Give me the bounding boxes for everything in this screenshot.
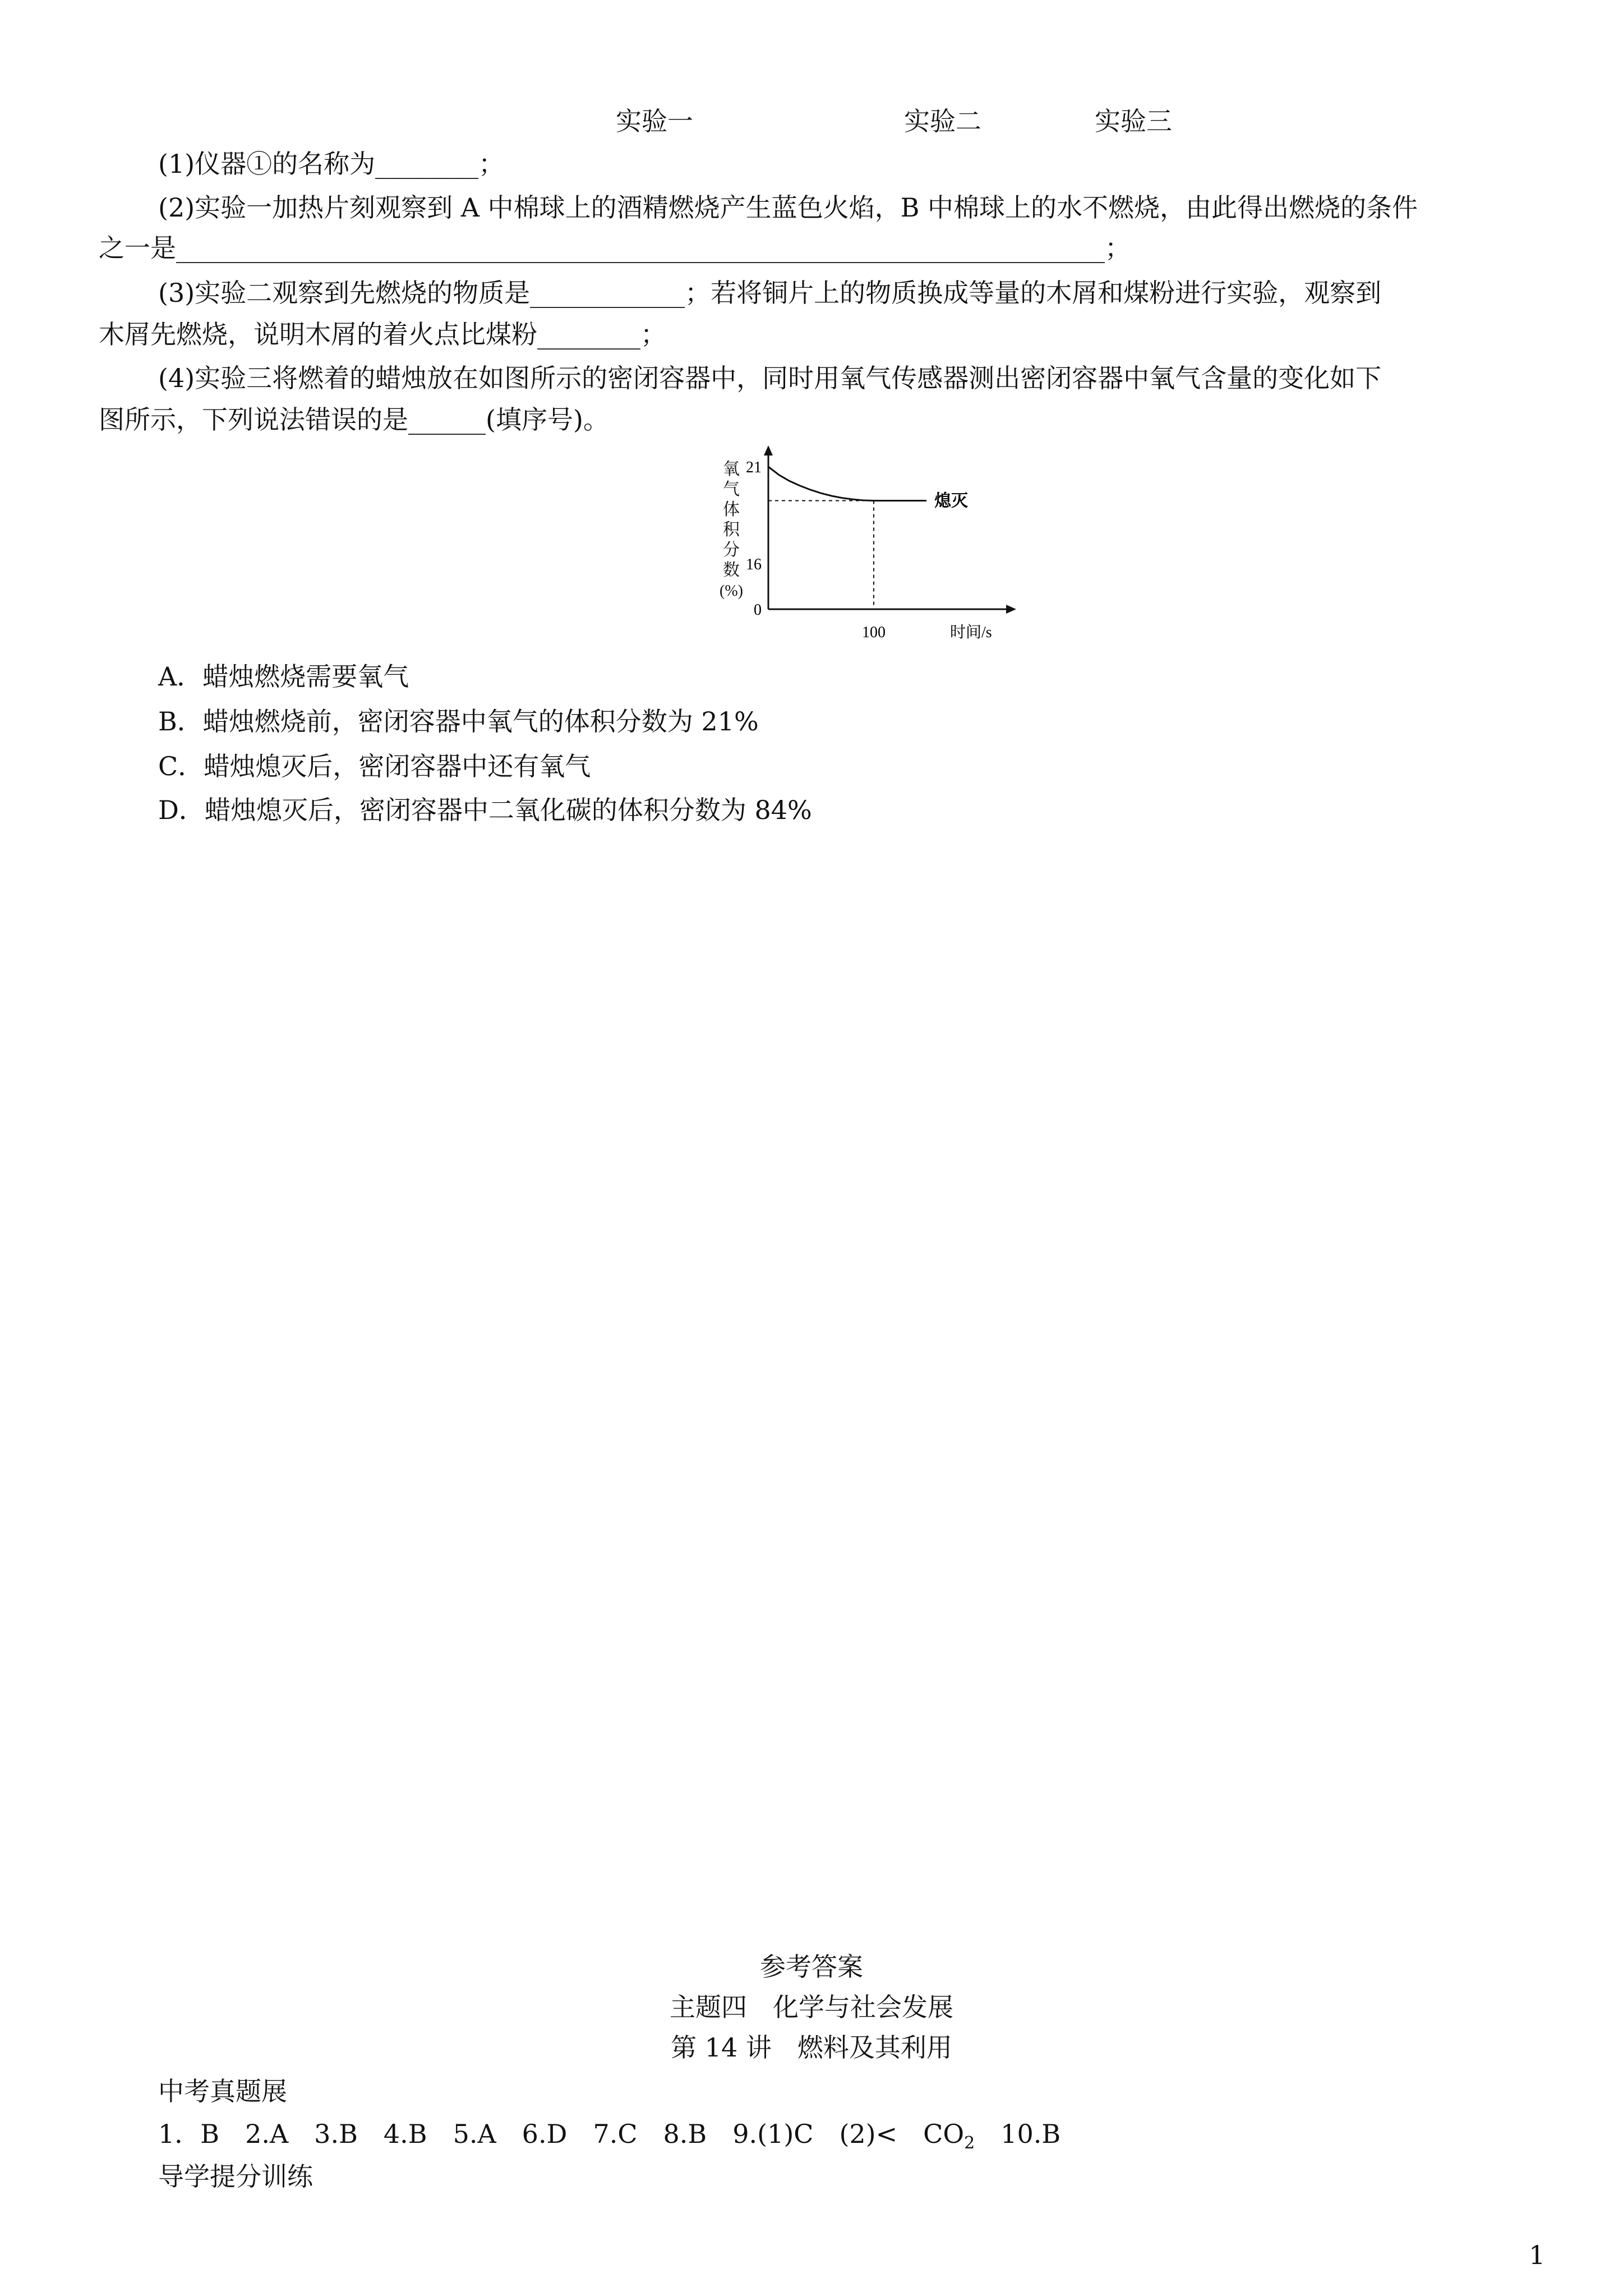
annotation-extinguish: 熄灭 bbox=[934, 491, 968, 510]
question-2-line-1: (2)实验一加热片刻观察到 A 中棉球上的酒精燃烧产生蓝色火焰，B 中棉球上的水不燃烧，由此得出燃烧的条件 bbox=[158, 192, 1418, 223]
y-tick-0: 0 bbox=[754, 601, 762, 619]
y-label-char-3: 体 bbox=[723, 500, 740, 519]
y-axis-label bbox=[720, 460, 743, 600]
question-4-line-2: 图所示，下列说法错误的是______(填序号)。 bbox=[99, 404, 609, 435]
y-label-char-7: (%) bbox=[720, 582, 743, 600]
answers-section-2: 导学提分训练 bbox=[158, 2161, 313, 2192]
co2-subscript: 2 bbox=[964, 2133, 975, 2153]
answers-tail: 10.B bbox=[975, 2119, 1061, 2149]
question-3-line-2: 木屑先燃烧，说明木屑的着火点比煤粉________； bbox=[99, 319, 666, 349]
x-axis-label: 时间/s bbox=[950, 624, 992, 641]
experiment-label-1: 实验一 bbox=[616, 106, 693, 136]
answers-main: 1．B 2.A 3.B 4.B 5.A 6.D 7.C 8.B 9.(1)C (2)< CO bbox=[158, 2119, 965, 2149]
question-4-line-1: (4)实验三将燃着的蜡烛放在如图所示的密闭容器中，同时用氧气传感器测出密闭容器中氧气含量的变化如下 bbox=[158, 363, 1382, 393]
option-d: D．蜡烛熄灭后，密闭容器中二氧化碳的体积分数为 84% bbox=[158, 795, 812, 825]
question-3-line-1: (3)实验二观察到先燃烧的物质是____________；若将铜片上的物质换成等量的木屑和煤粉进行实验，观察到 bbox=[158, 278, 1382, 308]
question-1: (1)仪器①的名称为________； bbox=[158, 149, 505, 179]
answers-section-1: 中考真题展 bbox=[158, 2076, 287, 2106]
answers-lecture: 第 14 讲 燃料及其利用 bbox=[671, 2032, 952, 2063]
y-tick-21: 21 bbox=[746, 459, 762, 476]
oxygen-chart bbox=[695, 443, 1043, 668]
experiment-label-2: 实验二 bbox=[904, 106, 981, 136]
y-axis-arrow bbox=[764, 445, 773, 455]
y-tick-16: 16 bbox=[746, 556, 762, 573]
answers-line bbox=[158, 2117, 1061, 2160]
answers-heading: 参考答案 bbox=[760, 1952, 863, 1982]
y-label-char-4: 积 bbox=[723, 521, 740, 539]
option-c: C．蜡烛熄灭后，密闭容器中还有氧气 bbox=[158, 751, 591, 781]
y-label-char-5: 分 bbox=[723, 541, 740, 559]
x-tick-100: 100 bbox=[862, 624, 886, 641]
option-a: A．蜡烛燃烧需要氧气 bbox=[158, 661, 409, 692]
y-label-char-2: 气 bbox=[723, 480, 740, 499]
question-2-line-2: 之一是________________________________________________________________________； bbox=[99, 233, 1131, 263]
x-axis-arrow bbox=[1006, 605, 1016, 614]
answers-topic: 主题四 化学与社会发展 bbox=[670, 1992, 953, 2022]
experiment-label-3: 实验三 bbox=[1095, 106, 1172, 136]
series-line-oxygen bbox=[768, 467, 926, 501]
y-label-char-6: 数 bbox=[723, 561, 740, 579]
page-number: 1 bbox=[1529, 2240, 1546, 2270]
y-label-char-1: 氧 bbox=[723, 460, 740, 478]
option-b: B．蜡烛燃烧前，密闭容器中氧气的体积分数为 21% bbox=[158, 706, 759, 737]
